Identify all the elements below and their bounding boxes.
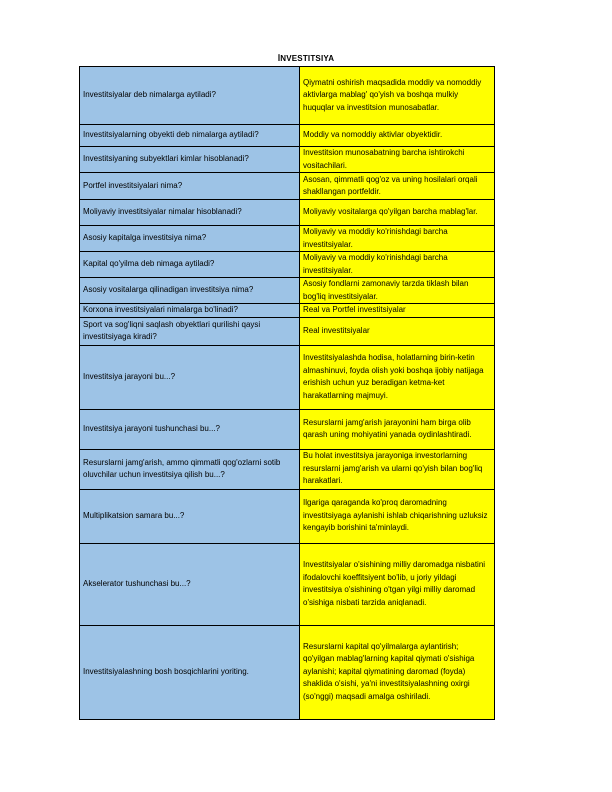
- table-row: [80, 67, 495, 125]
- document-title: İNVESTITSIYA: [277, 54, 335, 63]
- question-cell: Akselerator tushunchasi bu...?: [80, 543, 300, 625]
- question-cell: Investitsiyalar deb nimalarga aytiladi?: [80, 67, 300, 125]
- question-cell: Multiplikatsion samara bu...?: [80, 489, 300, 543]
- qa-table: [79, 66, 495, 720]
- table-row: [80, 409, 495, 449]
- table-row: [80, 147, 495, 173]
- table-row: [80, 200, 495, 226]
- question-cell: Korxona investitsiyalari nimalarga bo'linadi?: [80, 304, 300, 318]
- question-cell: Investitsiyalashning bosh bosqichlarini yoriting.: [80, 625, 300, 719]
- table-row: [80, 489, 495, 543]
- answer-cell: Moliyaviy va moddiy ko'rinishdagi barcha investitsiyalar.: [300, 226, 495, 252]
- table-row: [80, 278, 495, 304]
- answer-cell: Bu holat investitsiya jarayoniga investorlarning resurslarni jamg'arish va ularni qo'yish bilan bog'liq harakatlari.: [300, 449, 495, 489]
- answer-cell: Investitsiyalashda hodisa, holatlarning birin-ketin almashinuvi, foyda olish yoki boshqa ijobiy natijaga erishish uchun yuz beradigan ketma-ket harakatlarning majmuyi.: [300, 345, 495, 409]
- question-cell: Sport va sog'liqni saqlash obyektlari qurilishi qaysi investitsiyaga kiradi?: [80, 317, 300, 345]
- question-cell: Investitsiya jarayoni bu...?: [80, 345, 300, 409]
- question-cell: Asosiy kapitalga investitsiya nima?: [80, 226, 300, 252]
- question-cell: Asosiy vositalarga qilinadigan investitsiya nima?: [80, 278, 300, 304]
- answer-cell: Asosiy fondlarni zamonaviy tarzda tiklash bilan bog'liq investitsiyalar.: [300, 278, 495, 304]
- answer-cell: Investitsiyalar o'sishining milliy daromadga nisbatini ifodalovchi koeffitsiyent bo'lib, u joriy yildagi investitsiya o'sishining o'tgan yilgi milliy daromad o'sishiga nisbati tarzida aniqlanadi.: [300, 543, 495, 625]
- table-row: [80, 317, 495, 345]
- table-row: [80, 449, 495, 489]
- question-cell: Resurslarni jamg'arish, ammo qimmatli qog'ozlarni sotib oluvchilar uchun investitsiya qilish bu...?: [80, 449, 300, 489]
- answer-cell: Ilgariga qaraganda ko'proq daromadning investitsiyaga aylanishi ishlab chiqarishning uzluksiz kengayib borishini ta'minlaydi.: [300, 489, 495, 543]
- table-row: [80, 125, 495, 147]
- table-row: [80, 173, 495, 200]
- table-row: [80, 345, 495, 409]
- answer-cell: Moddiy va nomoddiy aktivlar obyektidir.: [300, 125, 495, 147]
- question-cell: Investitsiyalarning obyekti deb nimalarga aytiladi?: [80, 125, 300, 147]
- table-row: [80, 252, 495, 278]
- question-cell: Moliyaviy investitsiyalar nimalar hisoblanadi?: [80, 200, 300, 226]
- answer-cell: Qiymatni oshirish maqsadida moddiy va nomoddiy aktivlarga mablag' qo'yish va boshqa mulkiy huquqlar va investitsion munosabatlar.: [300, 67, 495, 125]
- answer-cell: Resurslarni kapital qo'yilmalarga aylantirish; qo'yilgan mablag'larning kapital qiymati o'sishiga aylanishi; kapital qiymatining daromad (foyda) shaklida o'sishi, ya'ni investitsiyalashning oxirgi (so'nggi) maqsadi amalga oshiriladi.: [300, 625, 495, 719]
- answer-cell: Moliyaviy vositalarga qo'yilgan barcha mablag'lar.: [300, 200, 495, 226]
- answer-cell: Real va Portfel investitsiyalar: [300, 304, 495, 318]
- answer-cell: Resurslarni jamg'arish jarayonini ham birga olib qarash uning mohiyatini yanada oydinlashtiradi.: [300, 409, 495, 449]
- question-cell: Investitsiya jarayoni tushunchasi bu...?: [80, 409, 300, 449]
- table-row: [80, 226, 495, 252]
- answer-cell: Real investitsiyalar: [300, 317, 495, 345]
- table-row: [80, 304, 495, 318]
- table-row: [80, 543, 495, 625]
- question-cell: Kapital qo'yilma deb nimaga aytiladi?: [80, 252, 300, 278]
- table-row: [80, 625, 495, 719]
- answer-cell: Asosan, qimmatli qog'oz va uning hosilalari orqali shakllangan portfeldir.: [300, 173, 495, 200]
- question-cell: Investitsiyaning subyektlari kimlar hisoblanadi?: [80, 147, 300, 173]
- question-cell: Portfel investitsiyalari nima?: [80, 173, 300, 200]
- answer-cell: Investitsion munosabatning barcha ishtirokchi vositachilari.: [300, 147, 495, 173]
- answer-cell: Moliyaviy va moddiy ko'rinishdagi barcha investitsiyalar.: [300, 252, 495, 278]
